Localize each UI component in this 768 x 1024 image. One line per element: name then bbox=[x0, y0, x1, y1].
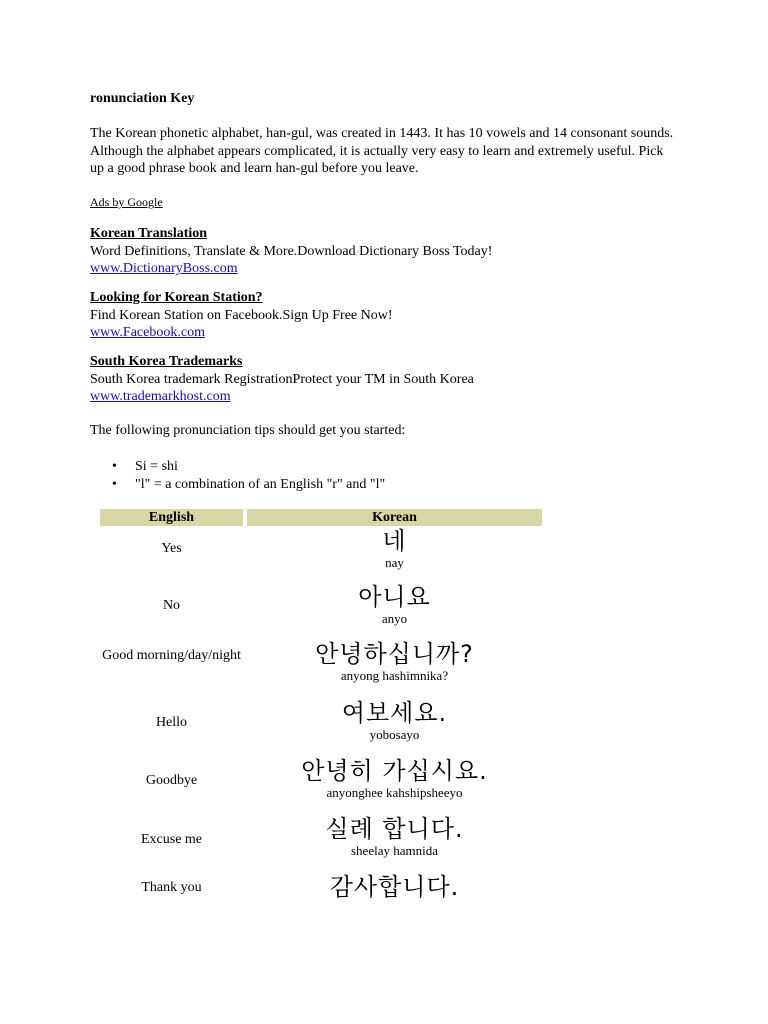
romanization: anyonghee kahshipsheeyo bbox=[326, 785, 463, 800]
page-heading: ronunciation Key bbox=[90, 91, 195, 106]
korean-cell bbox=[247, 757, 542, 800]
romanization: anyong hashimnika? bbox=[340, 668, 449, 683]
ad-block bbox=[90, 225, 680, 278]
hangul-text: 아니요 bbox=[358, 583, 431, 611]
hangul-text: 실례 합니다. bbox=[325, 815, 464, 843]
tips-list bbox=[110, 458, 385, 493]
english-phrase: Hello bbox=[155, 715, 188, 730]
english-phrase: Goodbye bbox=[145, 773, 198, 788]
hangul-text: 안녕히 가십시요. bbox=[301, 757, 488, 785]
ad-url-link[interactable]: www.trademarkhost.com bbox=[90, 389, 231, 404]
romanization: nay bbox=[385, 555, 404, 570]
hangul-text: 감사합니다. bbox=[329, 873, 460, 901]
romanization: sheelay hamnida bbox=[351, 843, 438, 858]
korean-cell bbox=[247, 873, 542, 901]
english-phrase: Thank you bbox=[141, 880, 202, 895]
ad-text: Find Korean Station on Facebook.Sign Up Free Now! bbox=[90, 307, 393, 323]
hangul-text: 네 bbox=[382, 527, 407, 555]
ads-by-google-link[interactable]: Ads by Google bbox=[90, 195, 163, 209]
hangul-text: 여보세요. bbox=[341, 699, 448, 727]
english-phrase: No bbox=[162, 598, 181, 613]
ad-block bbox=[90, 289, 680, 342]
ad-text: South Korea trademark RegistrationProtect your TM in South Korea bbox=[90, 371, 474, 387]
tip-item: • Si = shi bbox=[110, 458, 385, 476]
table-header-english: English bbox=[100, 509, 243, 526]
ad-text: Word Definitions, Translate & More.Download Dictionary Boss Today! bbox=[90, 243, 493, 259]
ad-block bbox=[90, 353, 680, 406]
ad-title-link[interactable]: South Korea Trademarks bbox=[90, 354, 243, 369]
korean-cell bbox=[247, 583, 542, 626]
ad-url-link[interactable]: www.Facebook.com bbox=[90, 325, 205, 340]
korean-cell bbox=[247, 640, 542, 683]
ad-title-link[interactable]: Korean Translation bbox=[90, 226, 208, 241]
english-phrase: Excuse me bbox=[140, 832, 203, 847]
english-phrase: Good morning/day/night bbox=[102, 648, 241, 663]
english-phrase: Yes bbox=[161, 541, 182, 556]
table-header-korean: Korean bbox=[247, 509, 542, 526]
tip-item: • "l" = a combination of an English "r" and "l" bbox=[110, 476, 385, 494]
tips-intro: The following pronunciation tips should get you started: bbox=[90, 423, 406, 438]
romanization: yobosayo bbox=[369, 727, 420, 742]
korean-cell bbox=[247, 699, 542, 742]
korean-cell bbox=[247, 815, 542, 858]
romanization: anyo bbox=[381, 611, 408, 626]
ad-title-link[interactable]: Looking for Korean Station? bbox=[90, 290, 263, 305]
korean-cell bbox=[247, 527, 542, 570]
ad-url-link[interactable]: www.DictionaryBoss.com bbox=[90, 261, 238, 276]
intro-paragraph: The Korean phonetic alphabet, han-gul, was created in 1443. It has 10 vowels and 14 consonant sounds. Although the alphabet appears complicated, it is actually very easy to learn and extremely useful. Pick up a good phrase book and learn han-gul before you leave. bbox=[90, 126, 674, 176]
hangul-text: 안녕하십니까? bbox=[315, 640, 474, 668]
